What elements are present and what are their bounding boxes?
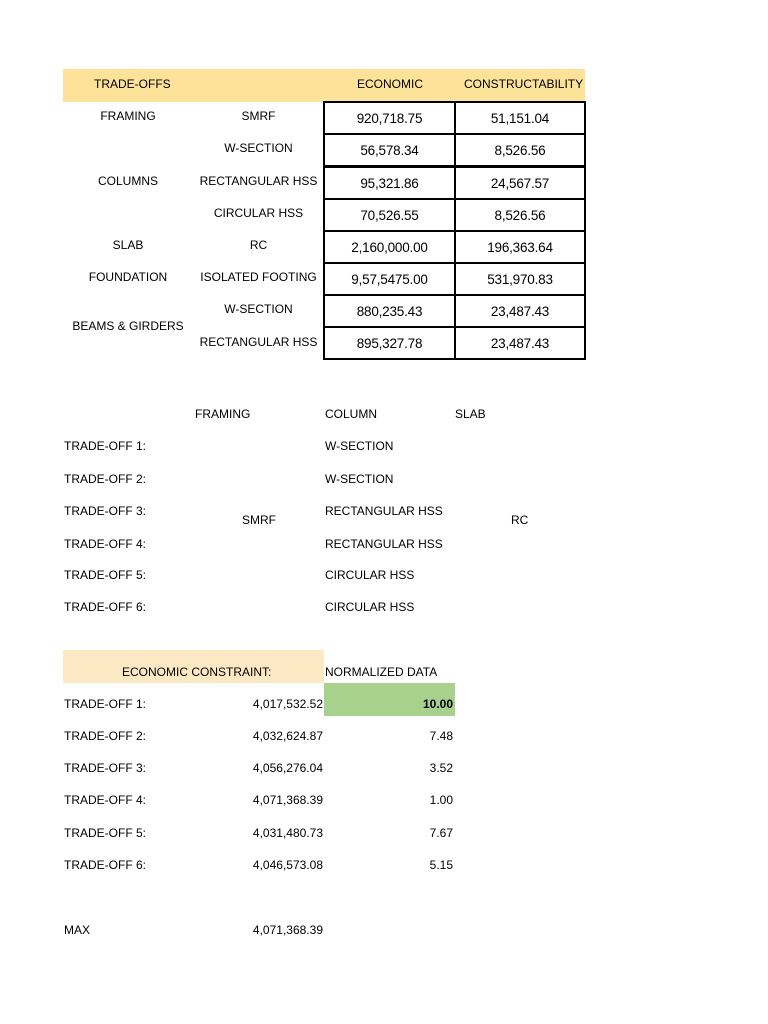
- group-foundation: FOUNDATION: [88, 270, 168, 284]
- tradeoff-label: TRADE-OFF 6:: [64, 858, 147, 872]
- normalized-value: 10.00: [422, 697, 453, 711]
- tradeoff-label: TRADE-OFF 5:: [64, 568, 147, 582]
- column-value: W-SECTION: [325, 439, 394, 453]
- tradeoff-label: TRADE-OFF 4:: [64, 793, 147, 807]
- normalized-value: 1.00: [429, 793, 453, 807]
- header-framing: FRAMING: [195, 407, 251, 421]
- economic-cell: 95,321.86: [323, 166, 456, 200]
- group-columns: COLUMNS: [97, 174, 158, 188]
- economic-value: 4,046,573.08: [252, 858, 323, 872]
- header-tradeoffs: TRADE-OFFS: [94, 77, 171, 91]
- type-label: SMRF: [241, 109, 276, 123]
- constructability-cell: 24,567.57: [454, 166, 586, 200]
- column-value: RECTANGULAR HSS: [325, 537, 443, 551]
- economic-cell: 70,526.55: [323, 198, 456, 232]
- normalized-value: 3.52: [429, 761, 453, 775]
- group-slab: SLAB: [112, 238, 144, 252]
- economic-value: 4,032,624.87: [252, 729, 323, 743]
- constructability-cell: 531,970.83: [454, 262, 586, 296]
- economic-cell: 895,327.78: [323, 326, 456, 360]
- header-slab: SLAB: [455, 407, 486, 421]
- economic-value: 4,056,276.04: [252, 761, 323, 775]
- constructability-cell: 51,151.04: [454, 101, 586, 135]
- tradeoff-label: TRADE-OFF 1:: [64, 697, 147, 711]
- economic-cell: 920,718.75: [323, 101, 456, 135]
- type-label: CIRCULAR HSS: [213, 206, 304, 220]
- normalized-value: 7.67: [429, 826, 453, 840]
- max-value: 4,071,368.39: [252, 923, 323, 937]
- tradeoff-label: TRADE-OFF 1:: [64, 439, 147, 453]
- column-value: CIRCULAR HSS: [325, 600, 415, 614]
- header-economic-constraint: ECONOMIC CONSTRAINT:: [122, 665, 272, 679]
- slab-value: RC: [511, 513, 529, 527]
- economic-value: 4,031,480.73: [252, 826, 323, 840]
- normalized-value: 5.15: [429, 858, 453, 872]
- framing-value: SMRF: [242, 513, 276, 527]
- header-column: COLUMN: [325, 407, 378, 421]
- constructability-cell: 8,526.56: [454, 133, 586, 167]
- column-value: CIRCULAR HSS: [325, 568, 415, 582]
- tradeoff-label: TRADE-OFF 3:: [64, 504, 147, 518]
- tradeoff-label: TRADE-OFF 2:: [64, 472, 147, 486]
- group-beams-girders: BEAMS & GIRDERS: [72, 319, 184, 333]
- constructability-cell: 23,487.43: [454, 294, 586, 328]
- type-label: W-SECTION: [224, 141, 293, 155]
- tradeoff-label: TRADE-OFF 5:: [64, 826, 147, 840]
- header-normalized-data: NORMALIZED DATA: [325, 665, 438, 679]
- column-value: W-SECTION: [325, 472, 394, 486]
- constructability-cell: 196,363.64: [454, 230, 586, 264]
- max-label: MAX: [64, 923, 91, 937]
- economic-cell: 2,160,000.00: [323, 230, 456, 264]
- type-label: RC: [249, 238, 268, 252]
- type-label: RECTANGULAR HSS: [199, 174, 318, 188]
- tradeoff-label: TRADE-OFF 3:: [64, 761, 147, 775]
- economic-value: 4,017,532.52: [252, 697, 323, 711]
- header-constructability: CONSTRUCTABILITY: [464, 77, 584, 91]
- type-label: RECTANGULAR HSS: [199, 335, 318, 349]
- economic-cell: 56,578.34: [323, 133, 456, 167]
- header-economic: ECONOMIC: [357, 77, 423, 91]
- economic-cell: 880,235.43: [323, 294, 456, 328]
- type-label: ISOLATED FOOTING: [200, 270, 317, 284]
- constructability-cell: 23,487.43: [454, 326, 586, 360]
- tradeoff-label: TRADE-OFF 4:: [64, 537, 147, 551]
- economic-value: 4,071,368.39: [252, 793, 323, 807]
- tradeoff-label: TRADE-OFF 2:: [64, 729, 147, 743]
- column-value: RECTANGULAR HSS: [325, 504, 443, 518]
- group-framing: FRAMING: [100, 109, 156, 123]
- tradeoff-label: TRADE-OFF 6:: [64, 600, 147, 614]
- normalized-value: 7.48: [429, 729, 453, 743]
- constructability-cell: 8,526.56: [454, 198, 586, 232]
- type-label: W-SECTION: [224, 302, 293, 316]
- economic-cell: 9,57,5475.00: [323, 262, 456, 296]
